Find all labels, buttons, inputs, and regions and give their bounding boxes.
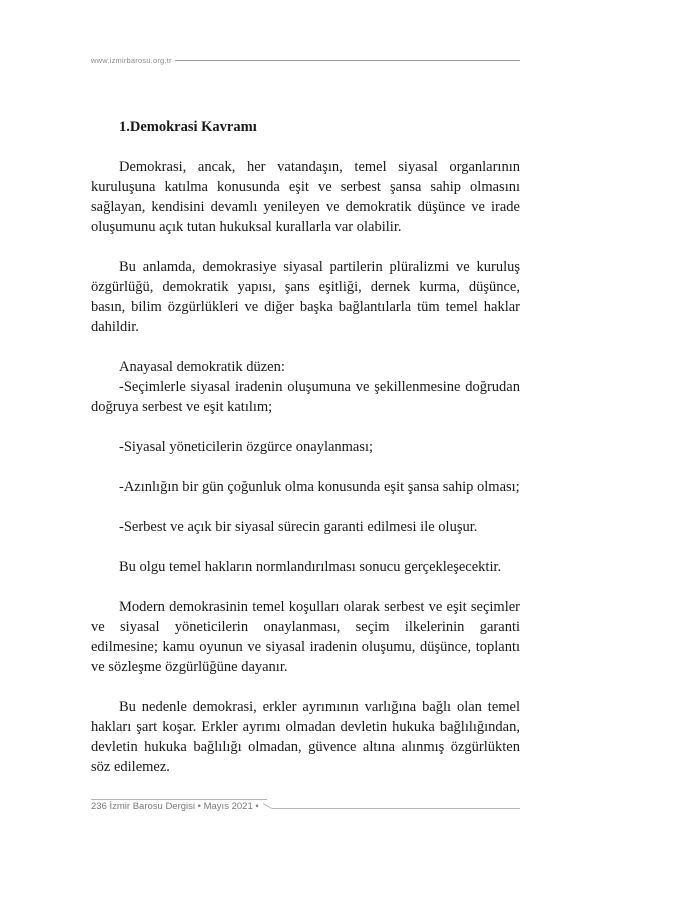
header-rule [175,60,520,61]
list-item: -Azınlığın bir gün çoğunluk olma konusunda eşit şansa sahip olması; [119,479,520,495]
footer-rule [91,799,267,800]
paragraph: Anayasal demokratik düzen: [119,359,285,375]
article-body [91,117,520,797]
paragraph: Bu anlamda, demokrasiye siyasal partilerin plüralizmi ve kuruluş özgürlüğü, demokratik yapısı, şans eşitliği, dernek kurma, düşünce, basın, bilim özgürlükleri ve diğer başka bağlantılarla tüm temel haklar dahildir. [91,259,520,335]
paragraph: Modern demokrasinin temel koşulları olarak serbest ve eşit seçimler ve siyasal yöneticilerin onaylanması, seçim ilkelerinin garanti edilmesine; kamu oyunun ve siyasal iradenin oluşumu, düşünce, toplantı ve sözleşme özgürlüğüne dayanır. [91,599,520,675]
section-heading: 1.Demokrasi Kavramı [119,119,257,135]
page-footer [91,799,520,815]
paragraph: Bu olgu temel hakların normlandırılması sonucu gerçekleşecektir. [119,559,502,575]
footer-rule-long [272,808,520,809]
paragraph: Bu nedenle demokrasi, erkler ayrımının varlığına bağlı olan temel hakları şart koşar. Erkler ayrımı olmadan devletin hukuka bağlılığından, devletin hukuka bağlılığı olmadan, güvence altına alınmış özgürlükten söz edilemez. [91,699,520,775]
page-header [91,53,520,67]
list-item: -Seçimlerle siyasal iradenin oluşumuna ve şekillenmesine doğrudan doğruya serbest ve eşit katılım; [91,379,520,415]
list-item: -Siyasal yöneticilerin özgürce onaylanması; [119,439,374,455]
paragraph: Demokrasi, ancak, her vatandaşın, temel siyasal organlarının kuruluşuna katılma konusunda eşit ve serbest şansa sahip olmasını sağlayan, kendisini devamlı yenileyen ve demokratik düşünce ve irade oluşumunu açık tutan hukuksal kurallarla var olabilir. [91,159,520,235]
list-item: -Serbest ve açık bir siyasal sürecin garanti edilmesi ile oluşur. [119,519,478,535]
header-url: www.izmirbarosu.org.tr [91,55,172,65]
footer-rule-slant [263,803,272,809]
footer-text: 236 İzmir Barosu Dergisi • Mayıs 2021 • [91,801,259,812]
